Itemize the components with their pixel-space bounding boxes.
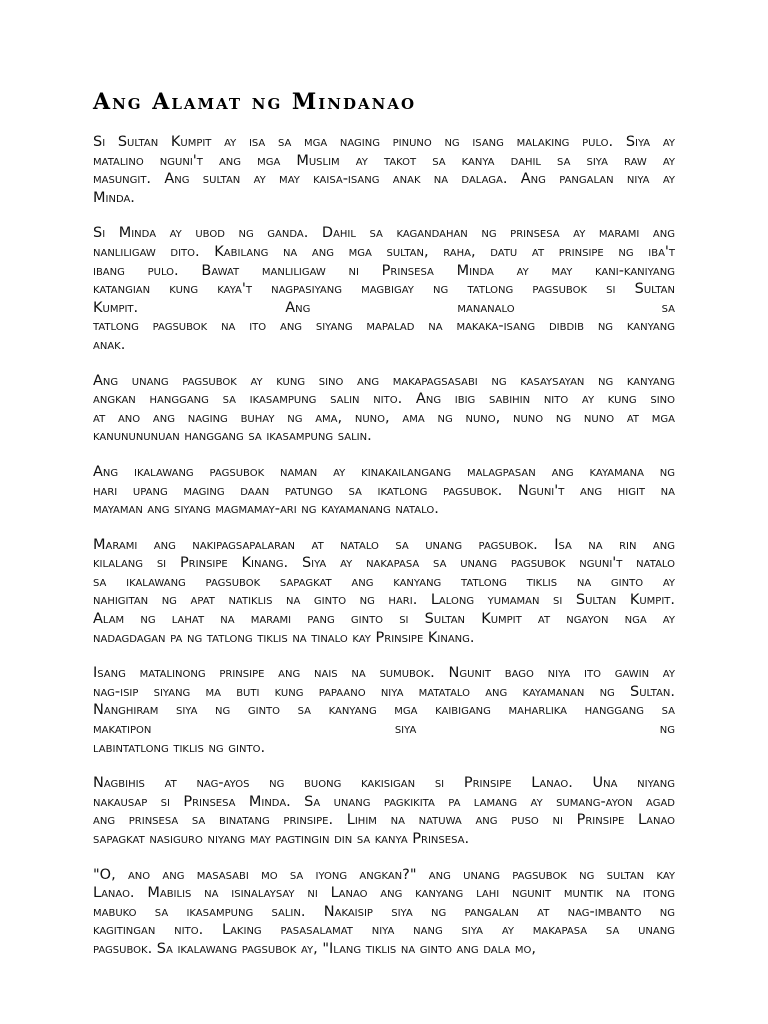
paragraph-line: kagitingan nito. Laking pasasalamat niya nang siya ay makapasa sa unang: [93, 922, 675, 939]
paragraph-line: makatipon siya ng: [93, 721, 675, 738]
paragraph: [93, 463, 675, 519]
paragraph-line: Ang ikalawang pagsubok naman ay kinakailangang malagpasan ang kayamana ng: [93, 463, 675, 480]
paragraph-line: hari upang maging daan patungo sa ikatlong pagsubok. Nguni't ang higit na: [93, 482, 675, 499]
paragraph: [93, 372, 675, 446]
paragraph-line: ibang pulo. Bawat manliligaw ni Prinsesa Minda ay may kani-kaniyang: [93, 262, 675, 279]
paragraph-line: Si Minda ay ubod ng ganda. Dahil sa kagandahan ng prinsesa ay marami ang: [93, 225, 675, 242]
paragraph-line: mayaman ang siyang magmamay-ari ng kayamanang natalo.: [93, 501, 439, 518]
paragraph-line: at ano ang naging buhay ng ama, nuno, ama ng nuno, nuno ng nuno at mga: [93, 409, 675, 426]
paragraph-line: Nanghiram siya ng ginto sa kanyang mga kaibigang maharlika hanggang sa: [93, 702, 675, 719]
document-body: [93, 133, 675, 959]
paragraph: [93, 774, 675, 848]
paragraph-line: angkan hanggang sa ikasampung salin nito. Ang ibig sabihin nito ay kung sino: [93, 391, 675, 408]
paragraph-line: nanliligaw dito. Kabilang na ang mga sultan, raha, datu at prinsipe ng iba't: [93, 243, 675, 260]
paragraph-line: nahigitan ng apat natiklis na ginto ng hari. Lalong yumaman si Sultan Kumpit.: [93, 592, 675, 609]
paragraph-line: tatlong pagsubok na ito ang siyang mapalad na makaka-isang dibdib ng kanyang: [93, 318, 675, 335]
paragraph-line: kanunununuan hanggang sa ikasampung salin.: [93, 428, 372, 445]
paragraph-line: Minda.: [93, 189, 135, 206]
paragraph-line: Nagbihis at nag-ayos ng buong kakisigan si Prinsipe Lanao. Una niyang: [93, 775, 675, 792]
paragraph: [93, 866, 675, 959]
paragraph-line: nakausap si Prinsesa Minda. Sa unang pagkikita pa lamang ay sumang-ayon agad: [93, 793, 675, 810]
paragraph: [93, 224, 675, 354]
document-page: [93, 87, 675, 976]
paragraph-line: Lanao. Mabilis na isinalaysay ni Lanao ang kanyang lahi ngunit muntik na itong: [93, 885, 675, 902]
paragraph-line: labintatlong tiklis ng ginto.: [93, 739, 266, 756]
paragraph: [93, 133, 675, 207]
paragraph-line: nadagdagan pa ng tatlong tiklis na tinalo kay Prinsipe Kinang.: [93, 629, 475, 646]
paragraph-line: kilalang si Prinsipe Kinang. Siya ay nakapasa sa unang pagsubok nguni't natalo: [93, 555, 675, 572]
paragraph-line: Alam ng lahat na marami pang ginto si Sultan Kumpit at ngayon nga ay: [93, 611, 675, 628]
paragraph: [93, 536, 675, 648]
paragraph-line: Isang matalinong prinsipe ang nais na sumubok. Ngunit bago niya ito gawin ay: [93, 665, 675, 682]
paragraph-line: sa ikalawang pagsubok sapagkat ang kanyang tatlong tiklis na ginto ay: [93, 573, 675, 590]
document-title: Ang Alamat ng Mindanao: [93, 89, 417, 115]
paragraph: [93, 664, 675, 757]
paragraph-line: masungit. Ang sultan ay may kaisa-isang anak na dalaga. Ang pangalan niya ay: [93, 171, 675, 188]
paragraph-line: Ang unang pagsubok ay kung sino ang makapagsasabi ng kasaysayan ng kanyang: [93, 372, 675, 389]
paragraph-line: Marami ang nakipagsapalaran at natalo sa unang pagsubok. Isa na rin ang: [93, 536, 675, 553]
paragraph-line: mabuko sa ikasampung salin. Nakaisip siya ng pangalan at nag-imbanto ng: [93, 903, 675, 920]
paragraph-line: katangian kung kaya't nagpasiyang magbigay ng tatlong pagsubok si Sultan: [93, 281, 675, 298]
paragraph-line: nag-isip siyang ma buti kung papaano niya matatalo ang kayamanan ng Sultan.: [93, 683, 675, 700]
paragraph-line: sapagkat nasiguro niyang may pagtingin din sa kanya Prinsesa.: [93, 831, 470, 847]
paragraph-line: ang prinsesa sa binatang prinsipe. Lihim na natuwa ang puso ni Prinsipe Lanao: [93, 812, 675, 829]
paragraph-line: Kumpit. Ang mananalo sa: [93, 299, 675, 316]
paragraph-line: "O, ano ang masasabi mo sa iyong angkan?" ang unang pagsubok ng sultan kay: [93, 866, 675, 883]
paragraph-line: pagsubok. Sa ikalawang pagsubok ay, "Ilang tiklis na ginto ang dala mo,: [93, 940, 536, 957]
paragraph-line: anak.: [93, 336, 126, 353]
paragraph-line: matalino nguni't ang mga Muslim ay takot sa kanya dahil sa siya raw ay: [93, 152, 675, 169]
paragraph-line: Si Sultan Kumpit ay isa sa mga naging pinuno ng isang malaking pulo. Siya ay: [93, 134, 675, 150]
